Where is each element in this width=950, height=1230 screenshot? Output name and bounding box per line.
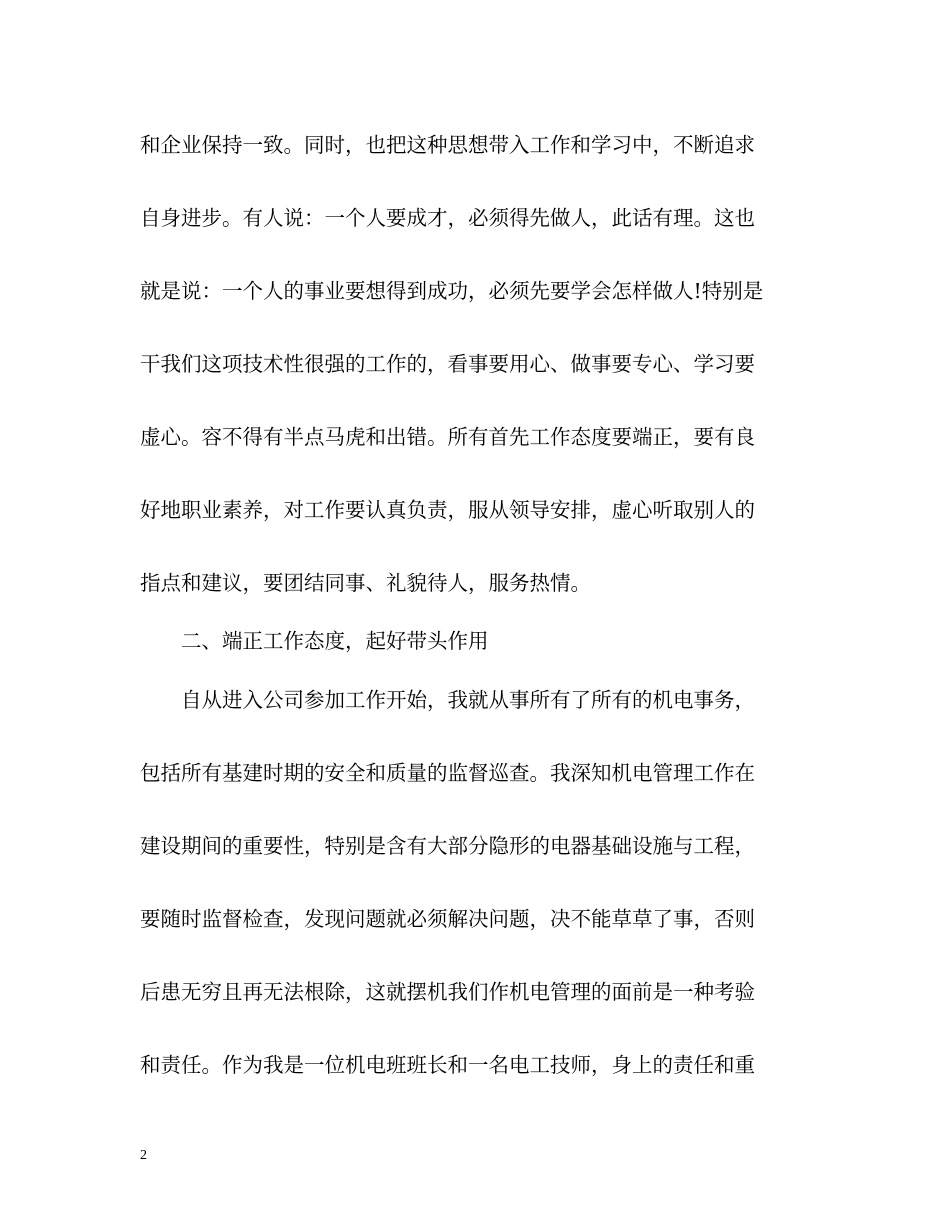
body-text-line: 就是说：一个人的事业要想得到成功，必须先要学会怎样做人!特别是 xyxy=(140,279,764,303)
body-text-line: 后患无穷且再无法根除，这就摆机我们作机电管理的面前是一种考验 xyxy=(140,980,755,1004)
body-text-line: 指点和建议，要团结同事、礼貌待人，服务热情。 xyxy=(140,571,591,595)
body-text-line: 建设期间的重要性，特别是含有大部分隐形的电器基础设施与工程， xyxy=(140,834,755,858)
body-text-line: 虚心。容不得有半点马虎和出错。所有首先工作态度要端正，要有良 xyxy=(140,425,755,449)
body-text-line: 干我们这项技术性很强的工作的，看事要用心、做事要专心、学习要 xyxy=(140,352,755,376)
body-text-line: 好地职业素养，对工作要认真负责，服从领导安排，虚心听取别人的 xyxy=(140,498,755,522)
body-text-line: 和责任。作为我是一位机电班班长和一名电工技师，身上的责任和重 xyxy=(140,1053,755,1077)
body-text-line: 和企业保持一致。同时，也把这种思想带入工作和学习中，不断追求 xyxy=(140,133,755,157)
body-text-line: 自从进入公司参加工作开始，我就从事所有了所有的机电事务， xyxy=(140,688,755,712)
section-heading: 二、端正工作态度，起好带头作用 xyxy=(140,629,489,653)
body-text-line: 包括所有基建时期的安全和质量的监督巡查。我深知机电管理工作在 xyxy=(140,761,755,785)
page-number: 2 xyxy=(140,1148,147,1163)
body-text-line: 自身进步。有人说：一个人要成才，必须得先做人，此话有理。这也 xyxy=(140,206,755,230)
body-text-line: 要随时监督检查，发现问题就必须解决问题，决不能草草了事，否则 xyxy=(140,907,755,931)
